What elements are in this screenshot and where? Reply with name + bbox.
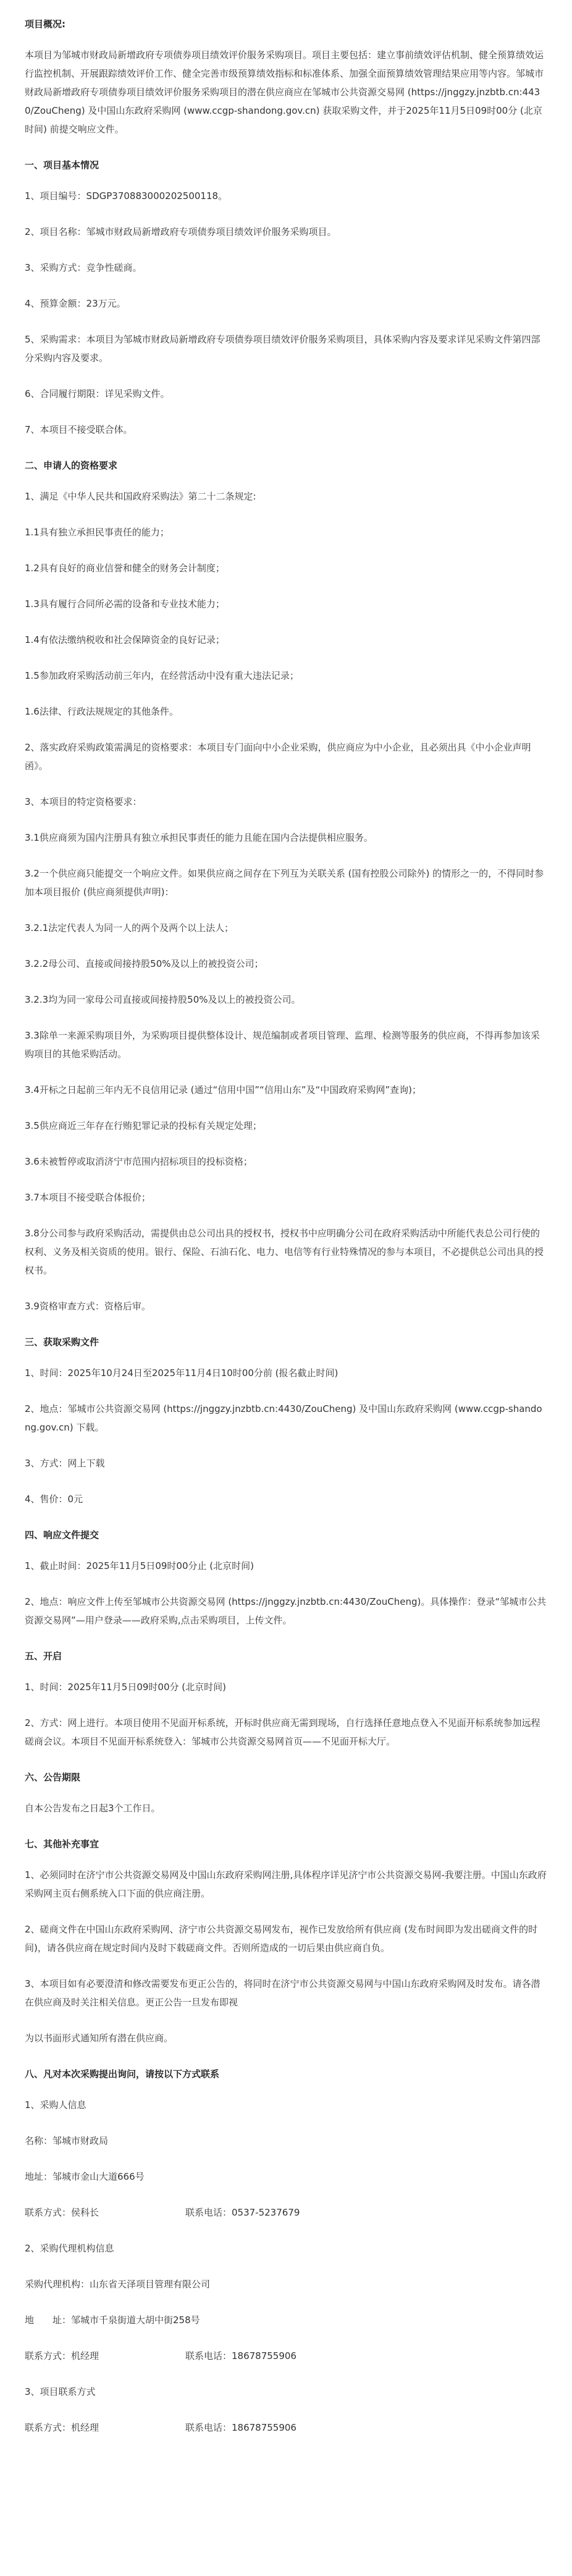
contact-phone: 联系电话：18678755906 — [185, 2422, 297, 2433]
section-4 — [25, 1333, 547, 1508]
section-5 — [25, 1526, 547, 1630]
paragraph: 自本公告发布之日起3个工作日。 — [25, 1803, 161, 1814]
contact-person: 联系方式：侯科长 — [25, 2207, 99, 2218]
paragraph: 1、时间：2025年10月24日至2025年11月4日10时00分前 (报名截止时间) — [25, 1367, 339, 1379]
contact-person: 联系方式：机经理 — [25, 2422, 99, 2433]
paragraph: 3、本项目的特定资格要求： — [25, 796, 142, 807]
paragraph: 2、项目名称：邹城市财政局新增政府专项债券项目绩效评价服务采购项目。 — [25, 226, 337, 237]
paragraph: 2、落实政府采购政策需满足的资格要求：本项目专门面向中小企业采购，供应商应为中小企业，且必须出具《中小企业声明函》。 — [25, 742, 531, 772]
paragraph: 3.1供应商须为国内注册具有独立承担民事责任的能力且能在国内合法提供相应服务。 — [25, 832, 373, 843]
paragraph: 3.9资格审查方式：资格后审。 — [25, 1301, 151, 1312]
section-9 — [25, 2065, 547, 2437]
paragraph: 2、磋商文件在中国山东政府采购网、济宁市公共资源交易网发布，视作已发放给所有供应商 (发布时间即为发出磋商文件的时间)，请各供应商在规定时间内及时下载磋商文件。否则所造成的一切后果由供应商自负。 — [25, 1924, 538, 1953]
paragraph: 本项目为邹城市财政局新增政府专项债券项目绩效评价服务采购项目。项目主要包括：建立事前绩效评估机制、健全预算绩效运行监控机制、开展跟踪绩效评价工作、健全完善市级预算绩效指标和标准体系、加强全面预算绩效管理结果应用等内容。邹城市财政局新增政府专项债券项目绩效评价服务采购项目的潜在供应商应在邹城市公共资源交易网 (https://jnggzy.jnzbtb.cn:4430/ZouCheng) 及中国山东政府采购网 (www.ccgp-shandong.gov.cn) 获取采购文件，并于2025年11月5日09时00分 (北京时间) 前提交响应文件。 — [25, 49, 544, 135]
paragraph: 3.7本项目不接受联合体报价； — [25, 1192, 151, 1203]
paragraph: 1.4有依法缴纳税收和社会保障资金的良好记录； — [25, 634, 225, 645]
section-heading: 六、公告期限 — [25, 1772, 81, 1783]
section-heading: 七、其他补充事宜 — [25, 1838, 99, 1850]
paragraph: 2、方式：网上进行。本项目使用不见面开标系统，开标时供应商无需到现场，自行选择任意地点登入不见面开标系统参加远程磋商会议。本项目不见面开标系统登入：邹城市公共资源交易网首页——不见面开标大厅。 — [25, 1717, 540, 1747]
paragraph: 3.6未被暂停或取消济宁市范围内招标项目的投标资格； — [25, 1156, 253, 1167]
paragraph: 1、项目编号：SDGP370883000202500118。 — [25, 190, 228, 202]
paragraph: 6、合同履行期限：详见采购文件。 — [25, 388, 170, 399]
paragraph: 采购代理机构：山东省天泽项目管理有限公司 — [25, 2279, 211, 2290]
paragraph: 名称：邹城市财政局 — [25, 2135, 109, 2146]
section-heading: 五、开启 — [25, 1651, 62, 1662]
section-3 — [25, 456, 547, 1316]
paragraph: 地址：邹城市金山大道666号 — [25, 2171, 145, 2182]
paragraph: 1、采购人信息 — [25, 2099, 86, 2111]
paragraph: 3.3除单一来源采购项目外，为采购项目提供整体设计、规范编制或者项目管理、监理、检测等服务的供应商，不得再参加该采购项目的其他采购活动。 — [25, 1030, 540, 1060]
paragraph: 3.8分公司参与政府采购活动，需提供由总公司出具的授权书，授权书中应明确分公司在政府采购活动中所能代表总公司行使的权利、义务及相关资质的使用。银行、保险、石油石化、电力、电信等有行业特殊情况的参与本项目，不必提供总公司出具的授权书。 — [25, 1228, 544, 1276]
paragraph: 为以书面形式通知所有潜在供应商。 — [25, 2033, 174, 2044]
paragraph: 3.5供应商近三年存在行贿犯罪记录的投标有关规定处理； — [25, 1120, 262, 1131]
paragraph: 3、本项目如有必要澄清和修改需要发布更正公告的，将同时在济宁市公共资源交易网与中国山东政府采购网及时发布。请各潜在供应商及时关注相关信息。更正公告一旦发布即视 — [25, 1978, 540, 2008]
paragraph: 3.2.2母公司、直接或间接持股50%及以上的被投资公司； — [25, 958, 264, 969]
section-heading: 二、申请人的资格要求 — [25, 460, 118, 471]
section-heading: 三、获取采购文件 — [25, 1337, 99, 1348]
section-7 — [25, 1768, 547, 1817]
contact-row — [25, 2418, 547, 2437]
paragraph: 1.1具有独立承担民事责任的能力； — [25, 527, 169, 538]
contact-phone: 联系电话：0537-5237679 — [185, 2207, 300, 2218]
paragraph: 1、必须同时在济宁市公共资源交易网及中国山东政府采购网注册,具体程序详见济宁市公共资源交易网-我要注册。中国山东政府采购网主页右侧系统入口下面的供应商注册。 — [25, 1869, 547, 1899]
paragraph: 2、地点：邹城市公共资源交易网 (https://jnggzy.jnzbtb.cn:4430/ZouCheng) 及中国山东政府采购网 (www.ccgp-shandong.gov.cn) 下载。 — [25, 1403, 542, 1433]
contact-row — [25, 2203, 547, 2222]
paragraph: 1.2具有良好的商业信誉和健全的财务会计制度； — [25, 563, 225, 574]
section-heading: 八、凡对本次采购提出询问，请按以下方式联系 — [25, 2068, 220, 2080]
paragraph: 3.2一个供应商只能提交一个响应文件。如果供应商之间存在下列互为关联关系 (国有控股公司除外) 的情形之一的，不得同时参加本项目报价 (供应商须提供声明)： — [25, 868, 544, 898]
paragraph: 4、售价：0元 — [25, 1494, 83, 1505]
section-heading: 四、响应文件提交 — [25, 1529, 99, 1541]
paragraph: 2、采购代理机构信息 — [25, 2243, 114, 2254]
contact-person: 联系方式：机经理 — [25, 2350, 99, 2361]
paragraph: 7、本项目不接受联合体。 — [25, 424, 133, 435]
section-heading: 一、项目基本情况 — [25, 159, 99, 171]
paragraph: 3、采购方式：竞争性磋商。 — [25, 262, 142, 273]
paragraph: 3.4开标之日起前三年内无不良信用记录 (通过“信用中国”“信用山东”及“中国政府采购网”查询)； — [25, 1084, 421, 1095]
paragraph: 3.2.3均为同一家母公司直接或间接持股50%及以上的被投资公司。 — [25, 994, 301, 1005]
paragraph: 1、截止时间：2025年11月5日09时00分止 (北京时间) — [25, 1560, 254, 1571]
contact-row — [25, 2347, 547, 2365]
paragraph: 1.5参加政府采购活动前三年内，在经营活动中没有重大违法记录； — [25, 670, 299, 681]
paragraph: 1、满足《中华人民共和国政府采购法》第二十二条规定: — [25, 491, 256, 502]
paragraph: 4、预算金额：23万元。 — [25, 298, 126, 309]
paragraph: 3、方式：网上下载 — [25, 1458, 105, 1469]
paragraph: 1.6法律、行政法规规定的其他条件。 — [25, 706, 179, 717]
paragraph: 2、地点：响应文件上传至邹城市公共资源交易网 (https://jnggzy.jnzbtb.cn:4430/ZouCheng)。具体操作：登录“邹城市公共资源交易网”—用户登录——政府采购,点击采购项目，上传文件。 — [25, 1596, 547, 1626]
contact-phone: 联系电话：18678755906 — [185, 2350, 297, 2361]
paragraph: 地 址：邹城市千泉街道大胡中街258号 — [25, 2315, 200, 2326]
paragraph: 5、采购需求：本项目为邹城市财政局新增政府专项债券项目绩效评价服务采购项目，具体采购内容及要求详见采购文件第四部分采购内容及要求。 — [25, 334, 540, 363]
section-heading: 项目概况: — [25, 19, 65, 30]
section-2 — [25, 156, 547, 439]
section-1 — [25, 15, 547, 138]
paragraph: 3、项目联系方式 — [25, 2386, 96, 2397]
paragraph: 1.3具有履行合同所必需的设备和专业技术能力； — [25, 598, 225, 610]
section-6 — [25, 1647, 547, 1751]
paragraph: 3.2.1法定代表人为同一人的两个及两个以上法人； — [25, 922, 234, 933]
paragraph: 1、时间：2025年11月5日09时00分 (北京时间) — [25, 1681, 226, 1693]
section-8 — [25, 1835, 547, 2047]
